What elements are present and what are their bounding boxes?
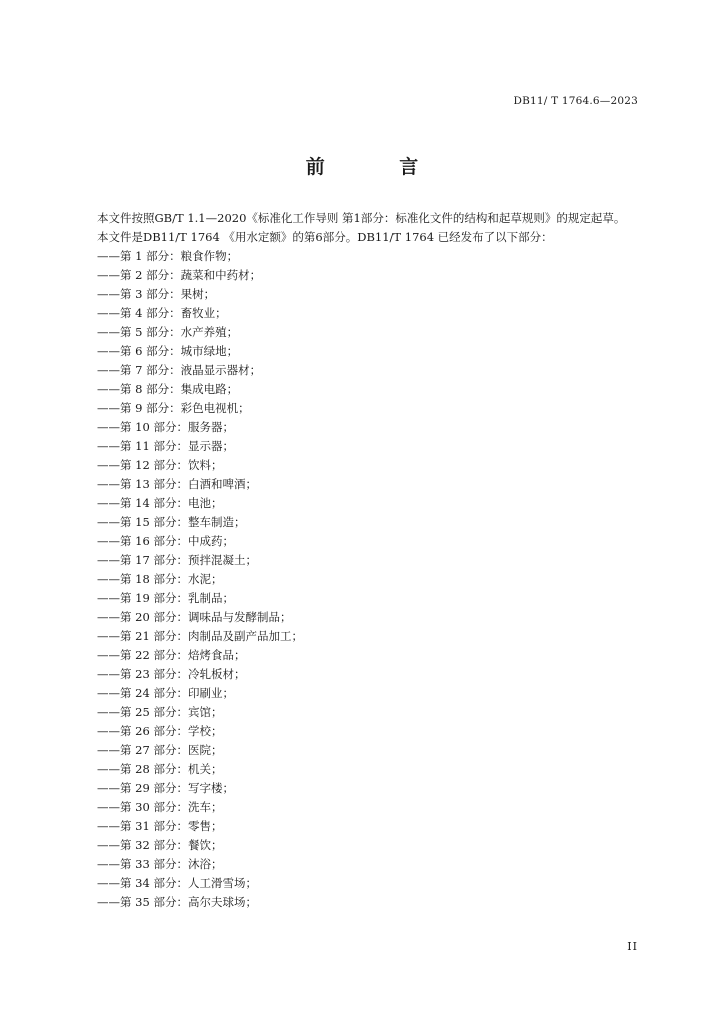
list-item: ——第 17 部分：预拌混凝土； (97, 553, 257, 567)
list-item: ——第 22 部分：焙烤食品； (97, 648, 246, 662)
list-item: ——第 18 部分：水泥； (97, 572, 223, 586)
list-item: ——第 13 部分：白酒和啤酒； (97, 477, 257, 491)
list-item: ——第 23 部分：冷轧板材； (97, 667, 246, 681)
list-item: ——第 34 部分：人工滑雪场； (97, 876, 257, 890)
list-item: ——第 7 部分：液晶显示器材； (97, 363, 262, 377)
parts-list (76, 247, 648, 912)
list-item: ——第 32 部分：餐饮； (97, 838, 223, 852)
list-item: ——第 20 部分：调味品与发酵制品； (97, 610, 292, 624)
list-item: ——第 28 部分：机关； (97, 762, 223, 776)
list-item: ——第 27 部分：医院； (97, 743, 223, 757)
list-item: ——第 14 部分：电池； (97, 496, 223, 510)
list-item: ——第 16 部分：中成药； (97, 534, 234, 548)
page-number: II (627, 940, 638, 953)
list-item: ——第 33 部分：沐浴； (97, 857, 223, 871)
list-item: ——第 11 部分：显示器； (97, 439, 234, 453)
list-item: ——第 12 部分：饮料； (97, 458, 223, 472)
foreword-body (76, 209, 648, 912)
list-item: ——第 35 部分：高尔夫球场； (97, 895, 257, 909)
list-item: ——第 6 部分：城市绿地； (97, 344, 239, 358)
list-item: ——第 19 部分：乳制品； (97, 591, 234, 605)
list-item: ——第 3 部分：果树； (97, 287, 216, 301)
parts-intro-paragraph: 本文件是DB11/T 1764 《用水定额》的第6部分。DB11/T 1764 已经发布了以下部分： (97, 230, 553, 244)
drafting-rule-paragraph: 本文件按照GB/T 1.1—2020《标准化工作导则 第1部分：标准化文件的结构和起草规则》的规定起草。 (97, 211, 626, 225)
list-item: ——第 26 部分：学校； (97, 724, 223, 738)
list-item: ——第 21 部分：肉制品及副产品加工； (97, 629, 303, 643)
list-item: ——第 15 部分：整车制造； (97, 515, 246, 529)
list-item: ——第 29 部分：写字楼； (97, 781, 234, 795)
list-item: ——第 1 部分：粮食作物； (97, 249, 239, 263)
list-item: ——第 4 部分：畜牧业； (97, 306, 227, 320)
document-code: DB11/ T 1764.6—2023 (513, 95, 638, 107)
list-item: ——第 25 部分：宾馆； (97, 705, 223, 719)
list-item: ——第 2 部分：蔬菜和中药材； (97, 268, 262, 282)
list-item: ——第 5 部分：水产养殖； (97, 325, 239, 339)
list-item: ——第 10 部分：服务器； (97, 420, 234, 434)
page-title: 前 言 (305, 156, 453, 178)
list-item: ——第 31 部分：零售； (97, 819, 223, 833)
list-item: ——第 24 部分：印刷业； (97, 686, 234, 700)
list-item: ——第 8 部分：集成电路； (97, 382, 239, 396)
list-item: ——第 9 部分：彩色电视机； (97, 401, 250, 415)
list-item: ——第 30 部分：洗车； (97, 800, 223, 814)
